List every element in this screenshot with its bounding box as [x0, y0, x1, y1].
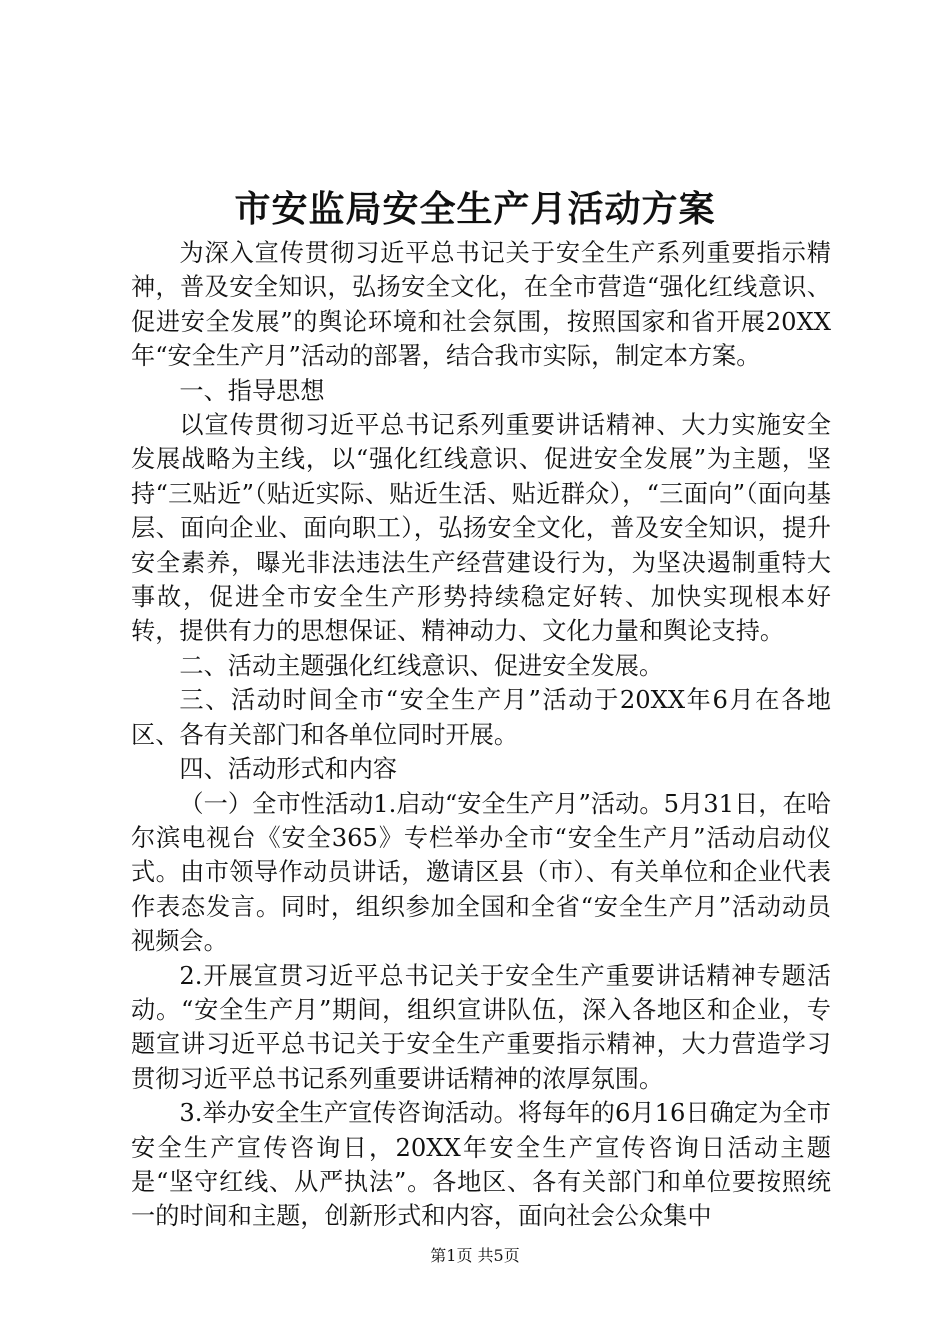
section-heading-guiding-ideology: 一、指导思想: [179, 376, 325, 405]
guiding-ideology-paragraph: 以宣传贯彻习近平总书记系列重要讲话精神、大力实施安全发展战略为主线，以“强化红线意识、促进安全发展”为主题，坚持“三贴近”（贴近实际、贴近生活、贴近群众），“三面向”（面向基层、面向企业、面向职工），弘扬安全文化，普及安全知识，提升安全素养，曝光非法违法生产经营建设行为，为坚决遏制重特大事故，促进全市安全生产形势持续稳定好转、加快实现根本好转，提供有力的思想保证、精神动力、文化力量和舆论支持。: [131, 411, 831, 646]
intro-paragraph: 为深入宣传贯彻习近平总书记关于安全生产系列重要指示精神，普及安全知识，弘扬安全文化，在全市营造“强化红线意识、促进安全发展”的舆论环境和社会氛围，按照国家和省开展20XX年“安全生产月”活动的部署，结合我市实际，制定本方案。: [131, 239, 831, 371]
document-title: 市安监局安全生产月活动方案: [234, 188, 716, 230]
page-footer: 第1页 共5页: [430, 1246, 520, 1265]
section-activity-time: 三、活动时间全市“安全生产月”活动于20XX年6月在各地区、各有关部门和各单位同时开展。: [131, 686, 831, 749]
document-body: [131, 236, 831, 1234]
citywide-activities-paragraph: （一）全市性活动1.启动“安全生产月”活动。5月31日，在哈尔滨电视台《安全365》专栏举办全市“安全生产月”活动启动仪式。由市领导作动员讲话，邀请区县（市）、有关单位和企业代表作表态发言。同时，组织参加全国和全省“安全生产月”活动动员视频会。: [131, 789, 831, 956]
section-heading-activity-form: 四、活动形式和内容: [179, 755, 398, 784]
lecture-activity-paragraph: 2.开展宣贯习近平总书记关于安全生产重要讲话精神专题活动。“安全生产月”期间，组织宣讲队伍，深入各地区和企业，专题宣讲习近平总书记关于安全生产重要指示精神，大力营造学习贯彻习近平总书记系列重要讲话精神的浓厚氛围。: [131, 961, 831, 1093]
section-activity-theme: 二、活动主题强化红线意识、促进安全发展。: [179, 651, 664, 680]
consultation-activity-paragraph: 3.举办安全生产宣传咨询活动。将每年的6月16日确定为全市安全生产宣传咨询日，20XX年安全生产宣传咨询日活动主题是“坚守红线、从严执法”。各地区、各有关部门和单位要按照统一的时间和主题，创新形式和内容，面向社会公众集中: [131, 1099, 831, 1231]
